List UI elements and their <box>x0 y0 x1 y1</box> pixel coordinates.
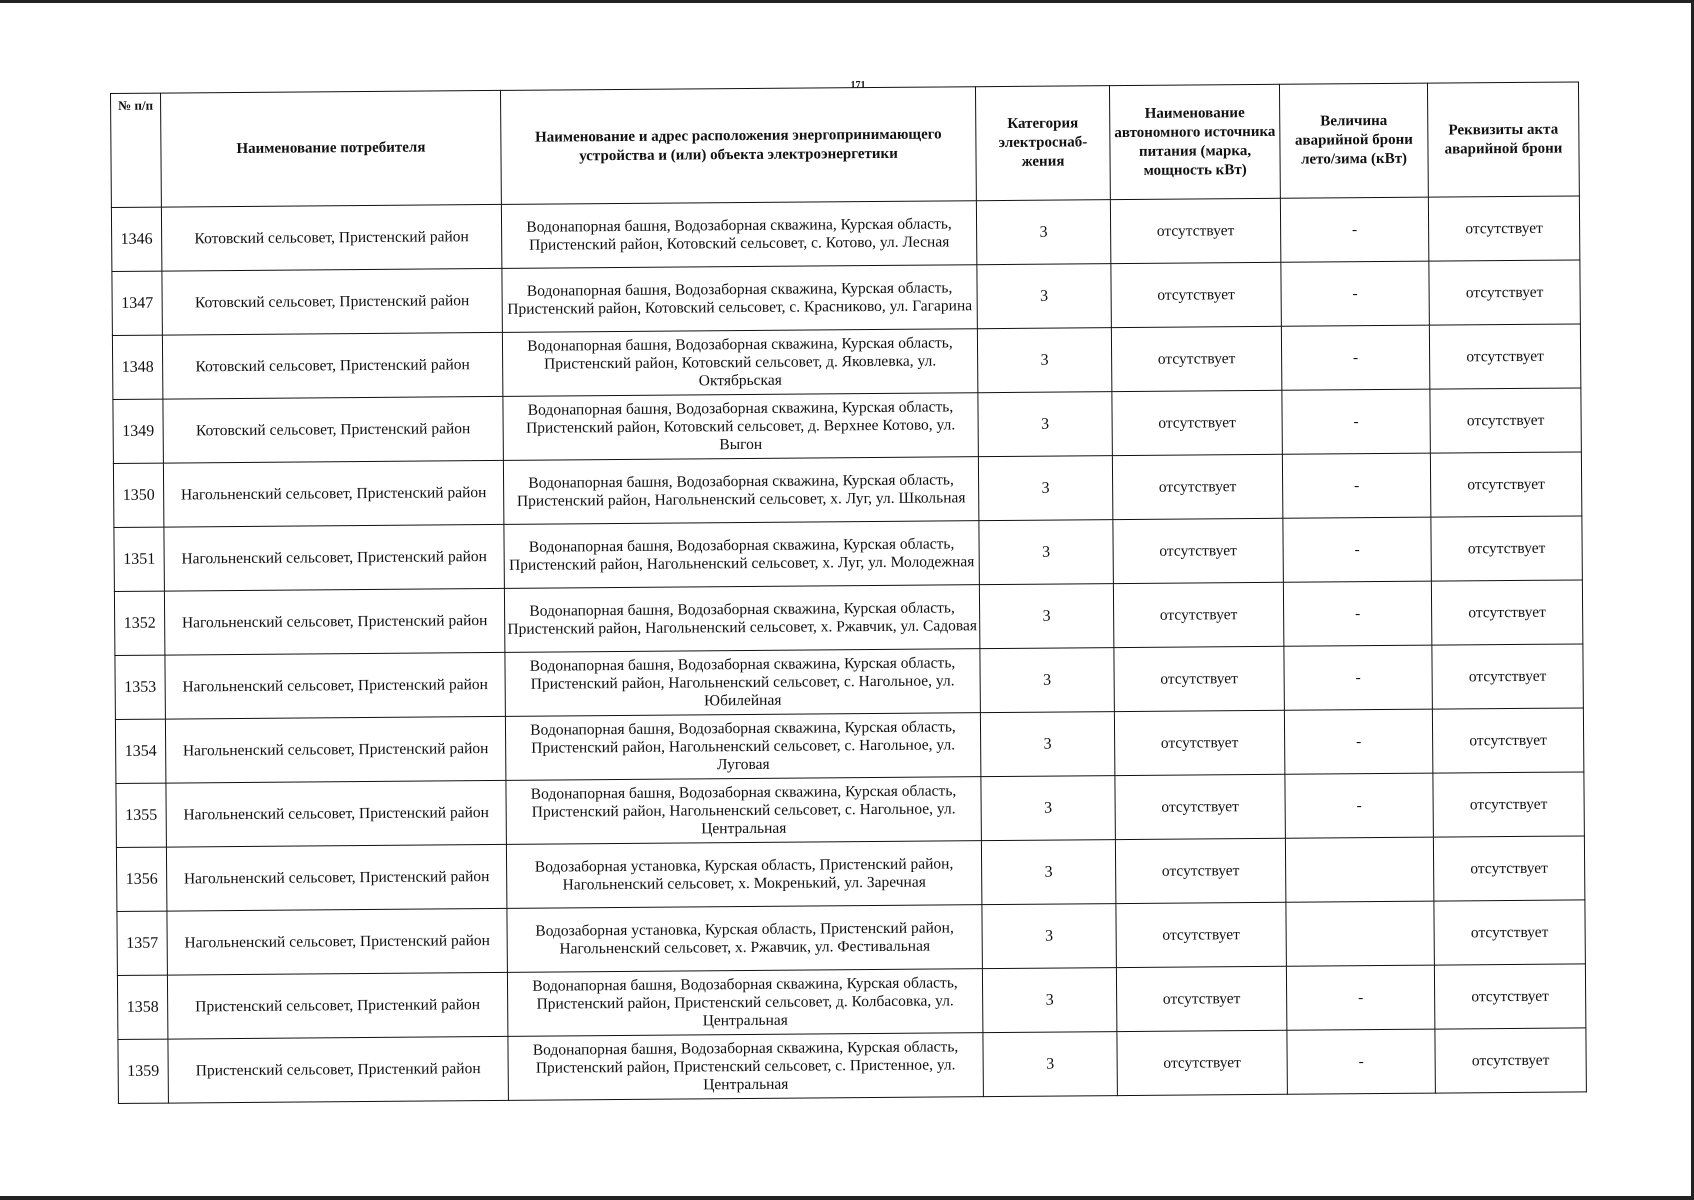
autonomous-source: отсутствует <box>1116 902 1286 967</box>
table-header-row <box>111 82 1580 208</box>
emergency-act-details: отсутствует <box>1435 1028 1586 1093</box>
consumer-name: Нагольненский сельсовет, Пристенский район <box>164 524 504 591</box>
emergency-act-details: отсутствует <box>1433 836 1584 901</box>
emergency-reserve-value: - <box>1282 453 1430 518</box>
row-number: 1350 <box>113 463 164 527</box>
consumer-name: Пристенский сельсовет, Пристенкий район <box>168 1036 508 1103</box>
autonomous-source: отсутствует <box>1112 454 1282 519</box>
emergency-reserve-value: - <box>1283 517 1431 582</box>
autonomous-source: отсутствует <box>1116 966 1286 1031</box>
table-row <box>114 580 1582 656</box>
emergency-act-details: отсутствует <box>1430 388 1581 453</box>
autonomous-source: отсутствует <box>1117 1030 1287 1095</box>
object-address: Водонапорная башня, Водозаборная скважина, Курская область, Пристенский район, Нагольненский сельсовет, с. Нагольное, ул. Юбилейная <box>505 649 980 717</box>
object-address: Водонапорная башня, Водозаборная скважина, Курская область, Пристенский район, Котовский сельсовет, д. Верхнее Котово, ул. Выгон <box>503 393 978 461</box>
scan-edge-top <box>0 0 1694 3</box>
row-number: 1349 <box>113 399 164 463</box>
supply-category: 3 <box>980 712 1114 777</box>
autonomous-source: отсутствует <box>1114 710 1284 775</box>
autonomous-source: отсутствует <box>1111 326 1281 391</box>
table-row <box>113 452 1581 528</box>
emergency-reserve-value: - <box>1282 389 1430 454</box>
object-address: Водонапорная башня, Водозаборная скважина, Курская область, Пристенский район, Котовский сельсовет, д. Яковлевка, ул. Октябрьская <box>502 329 977 397</box>
emergency-reserve-value: - <box>1287 1029 1435 1094</box>
supply-category: 3 <box>981 840 1115 905</box>
emergency-reserve-table <box>110 81 1587 1104</box>
header-num: № п/п <box>111 93 162 207</box>
emergency-reserve-value: - <box>1284 709 1432 774</box>
object-address: Водозаборная установка, Курская область, Пристенский район, Нагольненский сельсовет, х. Ржавчик, ул. Фестивальная <box>507 905 982 973</box>
emergency-reserve-value: - <box>1280 197 1428 262</box>
row-number: 1355 <box>116 783 167 847</box>
consumer-name: Нагольненский сельсовет, Пристенский район <box>166 780 506 847</box>
consumer-name: Нагольненский сельсовет, Пристенский район <box>165 716 505 783</box>
emergency-act-details: отсутствует <box>1429 324 1580 389</box>
autonomous-source: отсутствует <box>1113 518 1283 583</box>
autonomous-source: отсутствует <box>1110 198 1280 263</box>
emergency-act-details: отсутствует <box>1431 516 1582 581</box>
object-address: Водонапорная башня, Водозаборная скважина, Курская область, Пристенский район, Нагольненский сельсовет, х. Ржавчик, ул. Садовая <box>504 585 979 653</box>
supply-category: 3 <box>978 456 1112 521</box>
emergency-reserve-value: - <box>1281 325 1429 390</box>
autonomous-source: отсутствует <box>1115 774 1285 839</box>
consumer-name: Нагольненский сельсовет, Пристенский район <box>165 652 505 719</box>
row-number: 1353 <box>115 655 166 719</box>
emergency-act-details: отсутствует <box>1429 260 1580 325</box>
object-address: Водонапорная башня, Водозаборная скважина, Курская область, Пристенский район, Нагольненский сельсовет, с. Нагольное, ул. Луговая <box>505 713 980 781</box>
row-number: 1352 <box>114 591 165 655</box>
consumer-name: Котовский сельсовет, Пристенский район <box>162 268 502 335</box>
emergency-act-details: отсутствует <box>1432 644 1583 709</box>
row-number: 1358 <box>117 975 168 1039</box>
scan-edge-bottom <box>0 1196 1694 1200</box>
table-row <box>117 964 1585 1040</box>
supply-category: 3 <box>979 520 1113 585</box>
header-consumer: Наименование потребителя <box>161 90 502 207</box>
row-number: 1359 <box>118 1039 169 1103</box>
emergency-act-details: отсутствует <box>1430 452 1581 517</box>
supply-category: 3 <box>982 968 1116 1033</box>
row-number: 1354 <box>115 719 166 783</box>
table-container <box>110 81 1586 1103</box>
table-row <box>114 516 1582 592</box>
consumer-name: Нагольненский сельсовет, Пристенский район <box>163 460 503 527</box>
object-address: Водонапорная башня, Водозаборная скважина, Курская область, Пристенский район, Нагольненский сельсовет, с. Нагольное, ул. Центральная <box>506 777 981 845</box>
table-row <box>115 644 1583 720</box>
emergency-act-details: отсутствует <box>1434 900 1585 965</box>
supply-category: 3 <box>979 584 1113 649</box>
table-row <box>117 900 1585 976</box>
object-address: Водонапорная башня, Водозаборная скважина, Курская область, Пристенский район, Нагольненский сельсовет, х. Луг, ул. Школьная <box>503 457 978 525</box>
table-row <box>112 260 1580 336</box>
object-address: Водонапорная башня, Водозаборная скважина, Курская область, Пристенский район, Котовский сельсовет, с. Красниково, ул. Гагарина <box>502 265 977 333</box>
header-act: Реквизиты акта аварийной брони <box>1427 82 1579 197</box>
row-number: 1346 <box>111 207 162 271</box>
supply-category: 3 <box>977 264 1111 329</box>
header-category: Категория электроснаб-жения <box>975 86 1110 201</box>
emergency-act-details: отсутствует <box>1428 196 1579 261</box>
table-row <box>115 708 1583 784</box>
emergency-act-details: отсутствует <box>1434 964 1585 1029</box>
supply-category: 3 <box>977 328 1111 393</box>
consumer-name: Нагольненский сельсовет, Пристенский район <box>164 588 504 655</box>
table-body <box>111 196 1586 1104</box>
supply-category: 3 <box>982 904 1116 969</box>
autonomous-source: отсутствует <box>1114 646 1284 711</box>
object-address: Водонапорная башня, Водозаборная скважина, Курская область, Пристенский район, Нагольненский сельсовет, х. Луг, ул. Молодежная <box>504 521 979 589</box>
emergency-reserve-value: - <box>1286 965 1434 1030</box>
emergency-act-details: отсутствует <box>1432 708 1583 773</box>
consumer-name: Пристенский сельсовет, Пристенкий район <box>167 972 507 1039</box>
object-address: Водонапорная башня, Водозаборная скважина, Курская область, Пристенский район, Котовский сельсовет, с. Котово, ул. Лесная <box>501 201 976 269</box>
object-address: Водонапорная башня, Водозаборная скважина, Курская область, Пристенский район, Пристенский сельсовет, с. Пристенное, ул. Центральная <box>508 1033 983 1101</box>
supply-category: 3 <box>976 200 1110 265</box>
emergency-act-details: отсутствует <box>1431 580 1582 645</box>
page-number: 171 <box>850 80 866 91</box>
emergency-reserve-value <box>1285 837 1433 902</box>
table-row <box>112 324 1580 400</box>
emergency-act-details: отсутствует <box>1433 772 1584 837</box>
table-row <box>116 772 1584 848</box>
consumer-name: Котовский сельсовет, Пристенский район <box>163 396 503 463</box>
consumer-name: Котовский сельсовет, Пристенский район <box>161 204 501 271</box>
row-number: 1357 <box>117 911 168 975</box>
consumer-name: Нагольненский сельсовет, Пристенский район <box>166 844 506 911</box>
supply-category: 3 <box>978 392 1112 457</box>
header-reserve: Величина аварийной брони лето/зима (кВт) <box>1279 83 1428 198</box>
table-row <box>113 388 1581 464</box>
table-row <box>116 836 1584 912</box>
table-row <box>118 1028 1586 1104</box>
autonomous-source: отсутствует <box>1112 390 1282 455</box>
object-address: Водонапорная башня, Водозаборная скважина, Курская область, Пристенский район, Пристенский сельсовет, д. Колбасовка, ул. Центральная <box>507 969 982 1037</box>
autonomous-source: отсутствует <box>1115 838 1285 903</box>
row-number: 1348 <box>112 335 163 399</box>
autonomous-source: отсутствует <box>1113 582 1283 647</box>
header-source: Наименование автономного источника питания (марка, мощность кВт) <box>1109 84 1280 199</box>
emergency-reserve-value: - <box>1281 261 1429 326</box>
row-number: 1351 <box>114 527 165 591</box>
header-address: Наименование и адрес расположения энергопринимающего устройства и (или) объекта электроэнергетики <box>500 87 976 205</box>
emergency-reserve-value: - <box>1285 773 1433 838</box>
supply-category: 3 <box>980 648 1114 713</box>
row-number: 1347 <box>112 271 163 335</box>
row-number: 1356 <box>116 847 167 911</box>
consumer-name: Котовский сельсовет, Пристенский район <box>162 332 502 399</box>
emergency-reserve-value: - <box>1284 645 1432 710</box>
supply-category: 3 <box>981 776 1115 841</box>
emergency-reserve-value <box>1286 901 1434 966</box>
emergency-reserve-value: - <box>1283 581 1431 646</box>
object-address: Водозаборная установка, Курская область, Пристенский район, Нагольненский сельсовет, х. Мокренький, ул. Заречная <box>506 841 981 909</box>
table-row <box>111 196 1579 272</box>
consumer-name: Нагольненский сельсовет, Пристенский район <box>167 908 507 975</box>
supply-category: 3 <box>983 1032 1117 1097</box>
autonomous-source: отсутствует <box>1111 262 1281 327</box>
